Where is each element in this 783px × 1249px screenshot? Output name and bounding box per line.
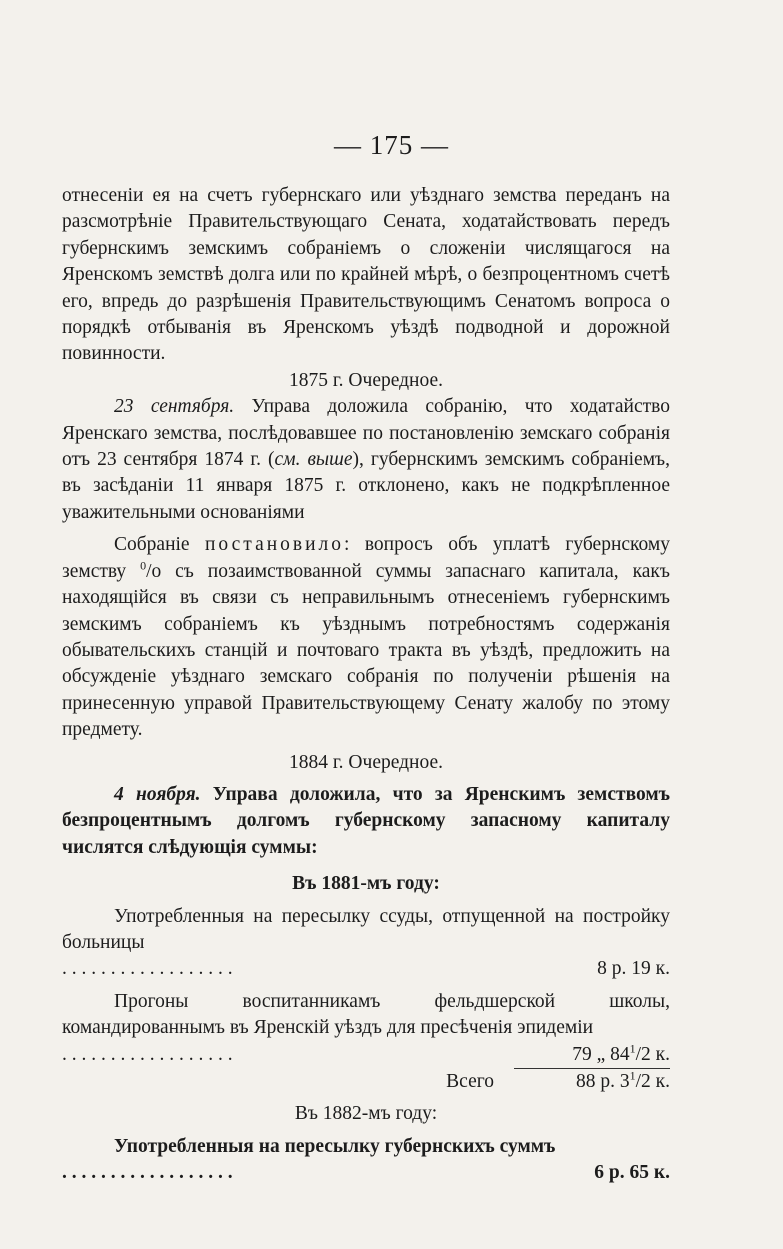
- resolved-word: постановило: [204, 534, 345, 556]
- ledger-amount: 8 р. 19 к.: [597, 958, 670, 980]
- leader-dots: . . . . . . . . . . . . . . . . . .: [62, 1162, 233, 1184]
- report-1884-text: Управа доложила, что за Яренскимъ земствомъ безпроцентнымъ долгомъ губернскому запасному капиталу числятся слѣдующія суммы:: [62, 783, 670, 858]
- total-fraction-top: 1: [629, 1068, 636, 1083]
- date-4-november: 4 ноября.: [114, 783, 201, 805]
- total-fraction-rest: /2 к.: [635, 1071, 670, 1092]
- paragraph-1884-report: [62, 782, 670, 861]
- ledger-amount-row: [62, 1160, 670, 1186]
- heading-1884: 1884 г. Очередное.: [289, 751, 443, 773]
- ledger-item-1882-1: [62, 1134, 670, 1160]
- paragraph-continuation: отнесеніи ея на счетъ губернскаго или уѣзднаго земства переданъ на разсмотрѣніе Правительствующаго Сената, ходатайствовать передъ губернскимъ земскимъ собраніемъ о сложеніи числящагося на Яренскомъ земствѣ долга или по крайней мѣрѣ, о безпроцентномъ счетѣ его, впредь до разрѣшенія Правительствующимъ Сенатомъ вопроса о порядкѣ отбыванія въ Яренскомъ уѣздѣ подводной и дорожной повинности.: [62, 185, 670, 365]
- ledger-item-label: Употребленныя на пересылку губернскихъ суммъ: [114, 1135, 556, 1157]
- paragraph-1875-report: [62, 394, 670, 526]
- total-amount: [514, 1068, 670, 1095]
- ledger-item-label: Употребленныя на пересылку ссуды, отпущенной на постройку больницы: [62, 905, 670, 953]
- percent-sign-top: 0: [140, 558, 147, 573]
- heading-1875: 1875 г. Очередное.: [289, 369, 443, 391]
- page-text: [62, 183, 670, 1187]
- amount-fraction-top: 1: [629, 1041, 636, 1056]
- resolution-text-c: /о съ позаимствованной суммы запаснаго капитала, какъ находящійся въ связи съ неправильнымъ отнесеніемъ губернскимъ земскимъ собраніемъ къ уѣзднымъ потребностямъ содержанія обывательскихъ станцій и почтоваго тракта въ уѣздѣ, предложить на обсужденіе уѣзднаго земскаго собранія по полученіи рѣшенія на принесенную управой Правительствующему Сенату жалобу по этому предмету.: [62, 560, 670, 741]
- ledger-amount-row: [62, 1042, 670, 1068]
- ledger-total-row: [62, 1068, 670, 1095]
- ledger-item-label: Прогоны воспитанникамъ фельдшерской школы, командированнымъ въ Яренскій уѣздъ для пресѣченія эпидеміи: [62, 990, 670, 1039]
- leader-dots: . . . . . . . . . . . . . . . . . .: [62, 1043, 233, 1065]
- ledger-amount: [572, 1042, 670, 1068]
- page-number: — 175 —: [334, 130, 449, 160]
- ledger-amount: 6 р. 65 к.: [594, 1162, 670, 1184]
- amount-main: 79 „ 84: [572, 1043, 630, 1065]
- total-main: 88 р. 3: [575, 1071, 630, 1092]
- report-text-a: Управа доложила собранію, что ходатайство Яренскаго земства, послѣдовавшее по постановленію земскаго собранія отъ 23 сентября 1874 г. (: [62, 396, 670, 471]
- total-label: Всего: [446, 1071, 494, 1092]
- heading-1882: Въ 1882-мъ году:: [294, 1103, 438, 1125]
- ledger-item-1881-1: [62, 904, 670, 957]
- amount-fraction-rest: /2 к.: [635, 1043, 670, 1065]
- resolution-text-b: : вопросъ объ уплатѣ губернскому земству: [62, 534, 671, 582]
- heading-1881: Въ 1881-мъ году:: [292, 873, 440, 895]
- see-above-ref: см. выше: [274, 449, 353, 471]
- ledger-item-1881-2: [62, 989, 670, 1042]
- resolution-text-a: Собраніе: [114, 534, 205, 556]
- date-23-september: 23 сентября.: [114, 396, 235, 418]
- ledger-amount-row: [62, 956, 670, 982]
- report-text-b: ), губернскимъ земскимъ собраніемъ, въ засѣданіи 11 января 1875 г. отклонено, какъ не подкрѣпленное уважительными основаніями: [62, 449, 670, 523]
- leader-dots: . . . . . . . . . . . . . . . . . .: [62, 958, 233, 980]
- paragraph-1875-resolution: [62, 532, 670, 743]
